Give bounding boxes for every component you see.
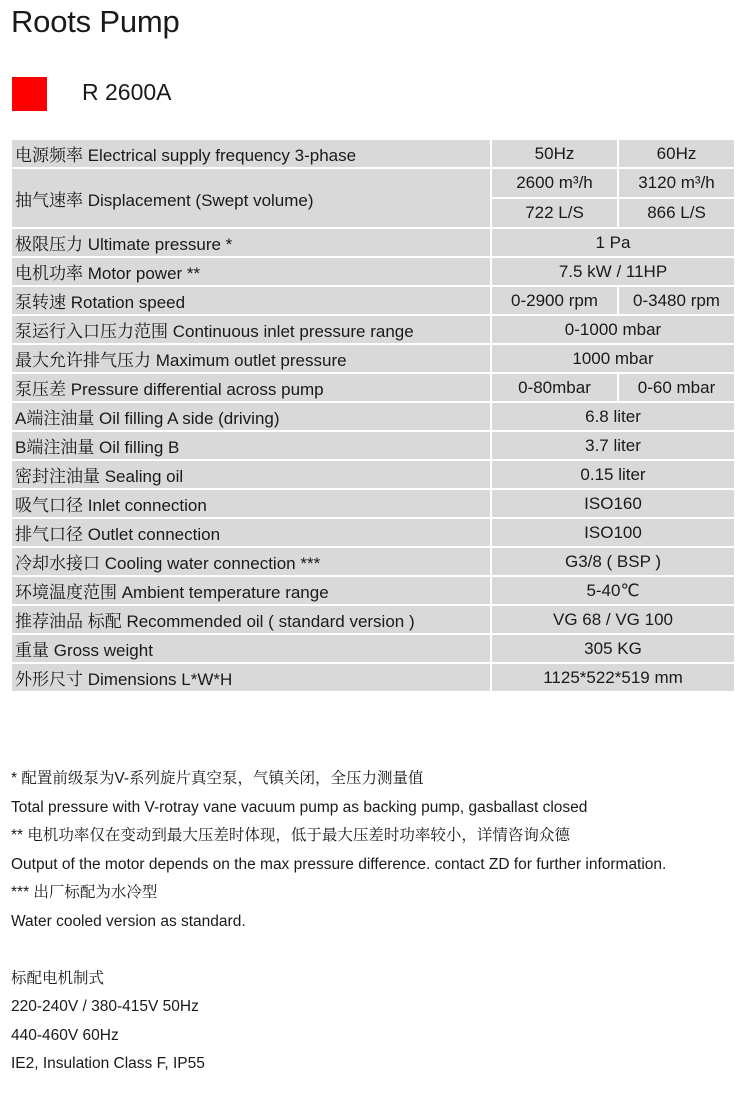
spec-row <box>11 663 735 692</box>
spec-value: VG 68 / VG 100 <box>491 605 735 634</box>
spec-value: 0-3480 rpm <box>618 286 735 315</box>
spec-value: 0-2900 rpm <box>491 286 618 315</box>
spec-label: 外形尺寸 Dimensions L*W*H <box>11 663 491 692</box>
spec-value: 2600 m³/h <box>491 168 618 198</box>
spec-row <box>11 576 735 605</box>
spec-value: 0.15 liter <box>491 460 735 489</box>
notes <box>11 765 731 1079</box>
spec-value: 0-1000 mbar <box>491 315 735 344</box>
spec-value: 60Hz <box>618 139 735 168</box>
spec-label: 电机功率 Motor power ** <box>11 257 491 286</box>
spec-row <box>11 402 735 431</box>
spec-value: ISO160 <box>491 489 735 518</box>
spec-value: 1000 mbar <box>491 344 735 373</box>
spec-row <box>11 547 735 576</box>
spec-label: 最大允许排气压力 Maximum outlet pressure <box>11 344 491 373</box>
model-name: R 2600A <box>82 79 172 105</box>
note-line: Water cooled version as standard. <box>11 912 246 930</box>
spec-label: 冷却水接口 Cooling water connection *** <box>11 547 491 576</box>
spec-table <box>10 138 736 693</box>
spec-value: 50Hz <box>491 139 618 168</box>
spec-row <box>11 518 735 547</box>
spec-row <box>11 228 735 257</box>
note-line: Total pressure with V-rotray vane vacuum pump as backing pump, gasballast closed <box>11 798 588 816</box>
note-line: ** 电机功率仅在变动到最大压差时体现，低于最大压差时功率较小，详情咨询众德 <box>11 827 570 845</box>
spec-value: 1125*522*519 mm <box>491 663 735 692</box>
spec-label: 泵转速 Rotation speed <box>11 286 491 315</box>
spec-value: 1 Pa <box>491 228 735 257</box>
spec-value: 7.5 kW / 11HP <box>491 257 735 286</box>
spec-label: 抽气速率 Displacement (Swept volume) <box>11 168 491 228</box>
spec-row <box>11 286 735 315</box>
spec-value: 866 L/S <box>618 198 735 228</box>
spec-value: 722 L/S <box>491 198 618 228</box>
spec-row <box>11 168 735 198</box>
motor-line: 440-460V 60Hz <box>11 1026 119 1044</box>
spec-row <box>11 634 735 663</box>
spec-row <box>11 139 735 168</box>
note-line: * 配置前级泵为V-系列旋片真空泵，气镇关闭，全压力测量值 <box>11 770 424 787</box>
page-title: Roots Pump <box>11 4 180 39</box>
spec-row <box>11 257 735 286</box>
spec-label: 环境温度范围 Ambient temperature range <box>11 576 491 605</box>
spec-value: 6.8 liter <box>491 402 735 431</box>
spec-value: 5-40℃ <box>491 576 735 605</box>
spec-value: 3.7 liter <box>491 431 735 460</box>
spec-label: A端注油量 Oil filling A side (driving) <box>11 402 491 431</box>
spec-value: ISO100 <box>491 518 735 547</box>
spec-label: 电源频率 Electrical supply frequency 3-phase <box>11 139 491 168</box>
spec-row <box>11 605 735 634</box>
spec-row <box>11 489 735 518</box>
color-swatch <box>12 77 47 111</box>
note-line: *** 出厂标配为水冷型 <box>11 884 158 902</box>
spec-row <box>11 315 735 344</box>
spec-row <box>11 431 735 460</box>
spec-value: 0-60 mbar <box>618 373 735 402</box>
spec-value: 0-80mbar <box>491 373 618 402</box>
motor-line: 220-240V / 380-415V 50Hz <box>11 998 199 1016</box>
motor-heading: 标配电机制式 <box>11 969 105 987</box>
spec-value: 305 KG <box>491 634 735 663</box>
note-line: Output of the motor depends on the max pressure difference. contact ZD for further information. <box>11 855 667 873</box>
spec-label: 吸气口径 Inlet connection <box>11 489 491 518</box>
spec-row <box>11 373 735 402</box>
spec-value: G3/8 ( BSP ) <box>491 547 735 576</box>
spec-label: 极限压力 Ultimate pressure * <box>11 228 491 257</box>
spec-label: 密封注油量 Sealing oil <box>11 460 491 489</box>
spec-row <box>11 460 735 489</box>
spec-label: B端注油量 Oil filling B <box>11 431 491 460</box>
spec-row <box>11 344 735 373</box>
spec-label: 推荐油品 标配 Recommended oil ( standard version ) <box>11 605 491 634</box>
spec-value: 3120 m³/h <box>618 168 735 198</box>
spec-label: 泵运行入口压力范围 Continuous inlet pressure range <box>11 315 491 344</box>
spec-label: 泵压差 Pressure differential across pump <box>11 373 491 402</box>
spec-label: 排气口径 Outlet connection <box>11 518 491 547</box>
spec-label: 重量 Gross weight <box>11 634 491 663</box>
motor-line: IE2, Insulation Class F, IP55 <box>11 1055 205 1073</box>
